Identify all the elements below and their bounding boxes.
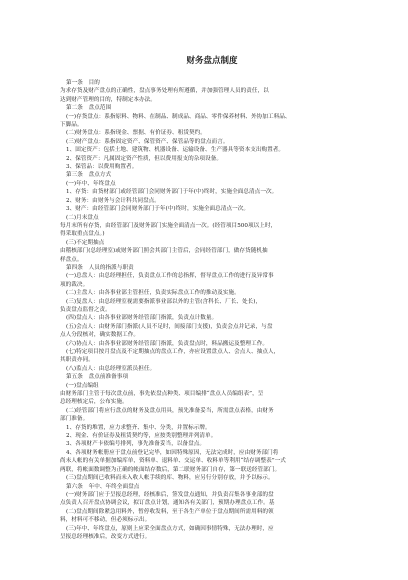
paragraph-line: 点人分段核对，确实数据工作。 — [60, 332, 140, 339]
paragraph-line: 3、各项财产卡依编号排列，事先准备妥当，以备盘点。 — [66, 441, 206, 448]
paragraph-line: 下脚品。 — [60, 122, 83, 129]
paragraph-line: 2、保管资产：凡属固定资产性质，但以费用报支的杂项设备。 — [66, 155, 222, 162]
paragraph-line: (二)月末盘点 — [66, 214, 99, 221]
paragraph-line: 部门准备。 — [60, 416, 89, 423]
document-title: 财务盘点制度 — [186, 56, 238, 66]
paragraph-line: (二)财务盘点：系指现金、票据、有价证券、租赁契约。 — [66, 130, 206, 137]
paragraph-line: 负责盘点监督之责。 — [60, 306, 111, 313]
paragraph-line: (一)财务部门应于呈报总经理，经核准后，签发盘点通知，并负责召集各事业部的盘 — [66, 491, 274, 498]
paragraph-line: 尚未人帐的有关单据加编库单，资料单、退料单、交运单、收料单等利用“结存调整表”一式 — [60, 458, 286, 465]
paragraph-line: 每月末所有存货，由经管部门及财务部门实施全面清点一次。(经管项目500项以上时， — [60, 222, 277, 229]
paragraph-line: 达到财产管理的目的，特制定本办法。 — [60, 96, 156, 103]
paragraph-line: (五)会点人：由财务部门指派(人员不足时，间接部门支援)，负责会点并记录，与盘 — [66, 323, 273, 330]
paragraph-line: 项的裁决。 — [60, 281, 89, 288]
paragraph-line: (四)盘点人：由各事业部财务经管部门指派，负责点计数量。 — [66, 315, 218, 322]
paragraph-line: (二)主盘人：由各事业部主管担任，负责实际盘点工作的推动及实施。 — [66, 290, 240, 297]
paragraph-line: 两联，将帐面数调整为正确的帐面结存数后，第二联财务部门自存，第一联送经管部门。 — [60, 466, 281, 473]
paragraph-line: 3、财产：由经管部门会同财务部门于年(中)终时，实施全面总清点一次。 — [66, 206, 250, 213]
paragraph-line: 第四条 人员的指派与职责 — [66, 264, 134, 271]
paragraph-line: 第二条 盘点范围 — [66, 105, 112, 112]
paragraph-line: (一)总盘人：由总经理担任，负责盘点工作的总指挥，督导盘点工作的进行及异常事 — [66, 273, 274, 280]
paragraph-line: 点负责人召开盘点协调会议，拟订盘点计划，通知各有关部门，预期办理盘点工作。基 — [60, 500, 275, 507]
paragraph-line: (三)盘点期间已收料而未入收人帐手续的库、物料，应另行分别存放，并予以标示。 — [66, 475, 274, 482]
paragraph-line: (二)盘点期间除紧急用料外，暂停收发料，至于各生产单位于盘点期间所需用料的领 — [66, 508, 274, 515]
paragraph-line: 1、存货：由货材部门或经管部门会同财务部门于年(中)终时，实施全面总清点一次。 — [66, 189, 278, 196]
paragraph-line: 其职责亦同。 — [60, 357, 94, 364]
paragraph-line: 总经理核定后，公布实施。 — [60, 399, 128, 406]
paragraph-line: (三)年中、年终盘点，原则上应采全面盘点方式，如确因事情特殊，无法办理时，应 — [66, 525, 274, 532]
paragraph-line: 呈报总经理核准后，改变方式进行。 — [60, 533, 151, 540]
paragraph-line: 3、保管品：以费用购置者。 — [66, 164, 138, 171]
paragraph-line: 为求存货及财产盘点的正确性，盘点事务处理有所遵循，并加强管理人员的责任，以 — [60, 88, 269, 95]
paragraph-line: (一)盘点编组 — [66, 382, 99, 389]
paragraph-line: (二)经管部门将应行盘点的财务及盘点用具，预先准备妥当，所需盘点表格，由财务 — [66, 407, 274, 414]
document-body — [60, 79, 364, 541]
paragraph-line: (一)年中、年终盘点 — [66, 180, 116, 187]
paragraph-line: 第六条 年中、年终全面盘点 — [66, 483, 140, 490]
paragraph-line: (三)复盘人：由总经理室视需要指派事业部以外的主管(含科长、厂长、处长)， — [66, 298, 262, 305]
paragraph-line: (三)财产盘点：系指固定资产、保管资产、保管品等的盘点而言。 — [66, 138, 229, 145]
paragraph-line: 第一条 目的 — [66, 80, 100, 86]
paragraph-line: 由财务部门主管于每次盘点前，事先依盘点种类、项目编排“盘点人员编组表”，呈 — [60, 391, 264, 398]
paragraph-line: 得采取重点盘点。) — [60, 231, 105, 238]
paragraph-line: 料，材料可不移动，但必须标示出。 — [60, 517, 151, 524]
paragraph-line: 2、财务：由财务与会计科共同盘点。 — [66, 197, 160, 204]
paragraph-line: (三)不定期抽点 — [66, 239, 105, 246]
paragraph-line: (一)存货盘点：系指原料、物料、在制品、制成品、商品、零件保养材料、外协加工料品、 — [66, 113, 291, 120]
paragraph-line: 1、存货的堆置，应力求整齐、集中、分类，并置标示牌。 — [66, 424, 211, 431]
paragraph-line: 第五条 盘点前准备事项 — [66, 374, 129, 381]
paragraph-line: 1、固定资产：包括土地、建筑物、机器设备、运输设备、生产器具等资本支出购置者。 — [66, 147, 285, 154]
paragraph-line: 4、各项财务帐册应于盘点前登记完毕，如因特殊原因，无法完成时，应由财务部门将 — [66, 449, 279, 456]
paragraph-line: 样盘点。 — [60, 256, 83, 263]
paragraph-line: 由稽核部门(总经理室)或财务部门照会其部门主管后，会同经管部门，做存货随机抽 — [60, 248, 268, 255]
paragraph-line: (七)特定项目按月盘点及不定期抽点的盘点工作，亦应设置盘点人、会点人、抽点人， — [66, 349, 280, 355]
paragraph-line: 2、现金、有价证券及租赁契约等，应按类别整理并列清单。 — [66, 433, 217, 440]
paragraph-line: (六)协点人：由各事业部财务经管部门指派，负责盘点时，料品搬运及整理工作。 — [66, 340, 268, 347]
paragraph-line: 第三条 盘点方式 — [66, 172, 112, 179]
paragraph-line: (八)监点人：由总经理室派员担任。 — [66, 365, 156, 372]
